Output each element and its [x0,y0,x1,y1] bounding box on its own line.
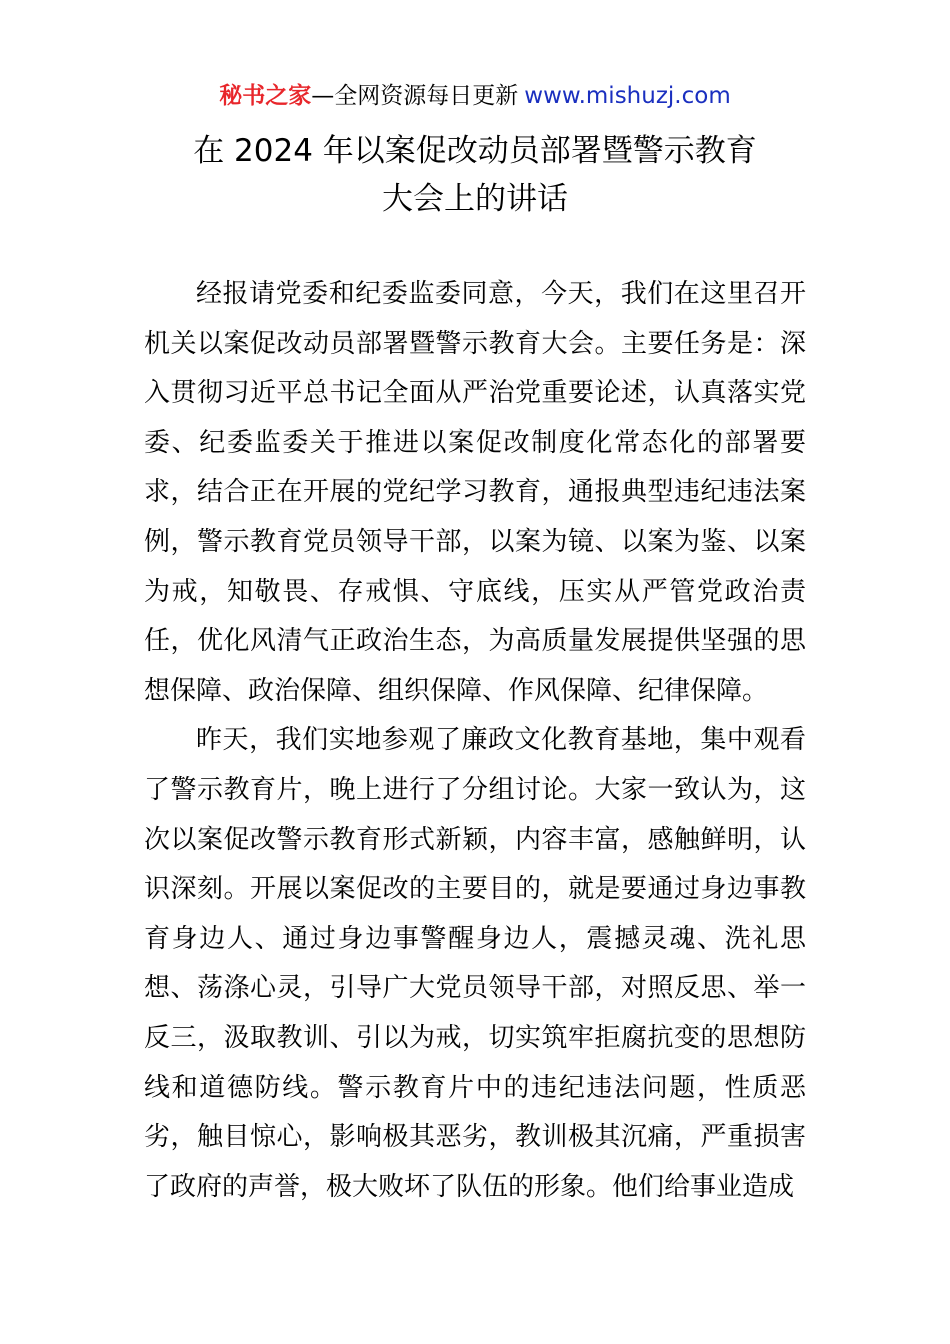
site-header [0,80,950,112]
document-body [144,270,806,1212]
title-line-2: 大会上的讲话 [382,181,568,217]
title-line-1: 在 2024 年以案促改动员部署暨警示教育 [193,133,757,169]
site-tagline: —全网资源每日更新 [311,83,519,109]
brand-name: 秘书之家 [219,83,312,109]
paragraph: 昨天，我们实地参观了廉政文化教育基地，集中观看了警示教育片，晚上进行了分组讨论。大家一致认为，这次以案促改警示教育形式新颖，内容丰富，感触鲜明，认识深刻。开展以案促改的主要目的，就是要通过身边事教育身边人、通过身边事警醒身边人，震撼灵魂、洗礼思想、荡涤心灵，引导广大党员领导干部，对照反思、举一反三，汲取教训、引以为戒，切实筑牢拒腐抗变的思想防线和道德防线。警示教育片中的违纪违法问题，性质恶劣，触目惊心，影响极其恶劣，教训极其沉痛，严重损害了政府的声誉，极大败坏了队伍的形象。他们给事业造成 [144,725,806,1202]
paragraph: 经报请党委和纪委监委同意，今天，我们在这里召开机关以案促改动员部署暨警示教育大会。主要任务是：深入贯彻习近平总书记全面从严治党重要论述，认真落实党委、纪委监委关于推进以案促改制度化常态化的部署要求，结合正在开展的党纪学习教育，通报典型违纪违法案例，警示教育党员领导干部，以案为镜、以案为鉴、以案为戒，知敬畏、存戒惧、守底线，压实从严管党政治责任，优化风清气正政治生态，为高质量发展提供坚强的思想保障、政治保障、组织保障、作风保障、纪律保障。 [144,279,806,706]
document-title [0,127,950,223]
site-url-link[interactable]: www.mishuzj.com [524,83,731,109]
